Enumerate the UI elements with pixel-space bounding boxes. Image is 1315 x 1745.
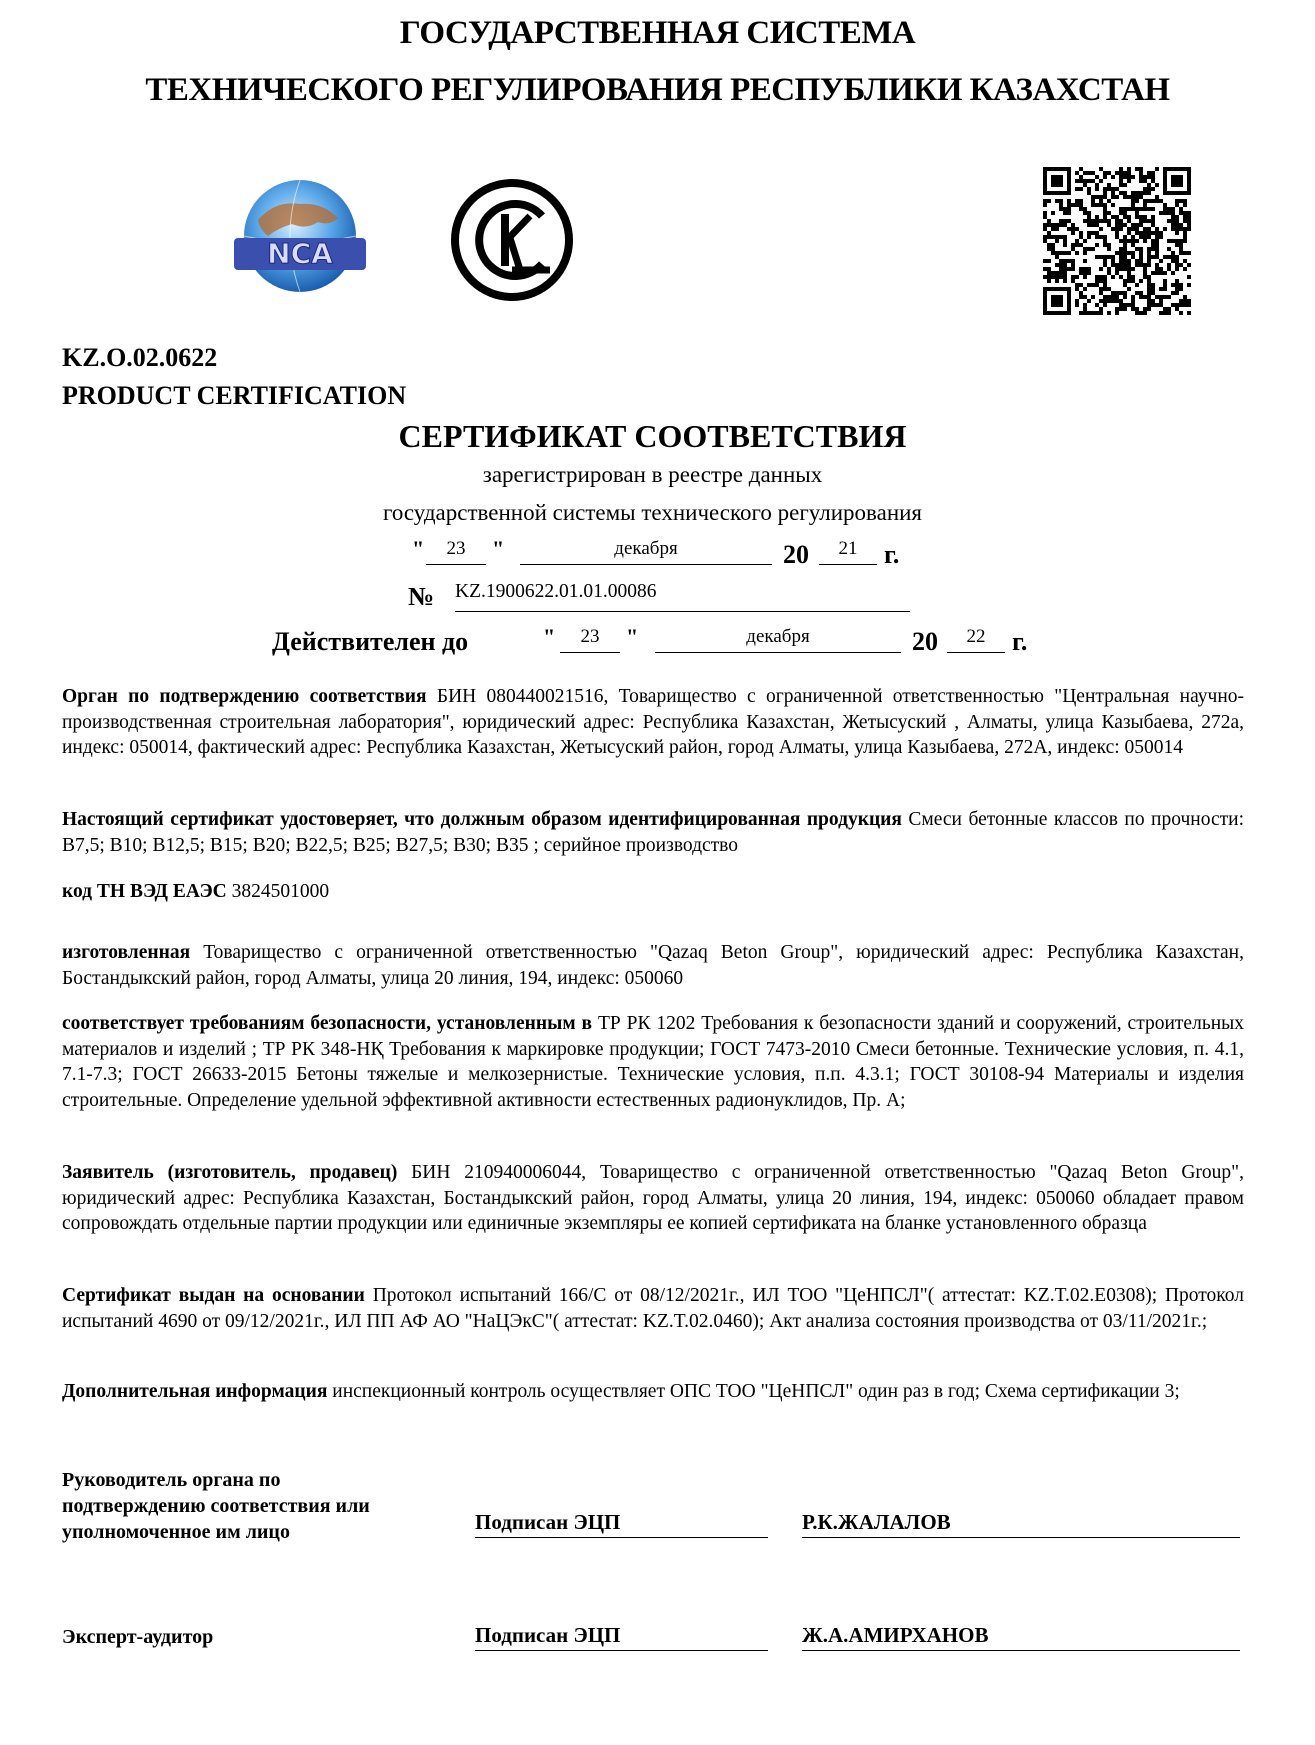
valid-century: 20 bbox=[912, 627, 938, 656]
manufacturer-label: изготовленная bbox=[62, 942, 191, 963]
date-quote-close: " bbox=[492, 536, 505, 561]
head-label-line-3: уполномоченное им лицо bbox=[62, 1521, 290, 1543]
expert-auditor-name: Ж.А.АМИРХАНОВ bbox=[802, 1623, 1240, 1651]
applicant-paragraph bbox=[62, 1160, 1244, 1237]
kz-conformity-mark-icon bbox=[450, 178, 574, 302]
product-label: Настоящий сертификат удостоверяет, что должным образом идентифицированная продукция bbox=[62, 809, 902, 830]
basis-text: Протокол испытаний 166/С от 08/12/2021г., ИЛ ТОО "ЦеНПСЛ"( аттестат: KZ.T.02.E0308); Протокол испытаний 4690 от 09/12/2021г., ИЛ ПП АФ АО "НаЦЭкС"( аттестат: KZ.T.02.0460); Акт анализа состояния производства от 03/11/2021г.; bbox=[62, 1285, 1244, 1332]
basis-label: Сертификат выдан на основании bbox=[62, 1285, 365, 1306]
product-certification-label: PRODUCT CERTIFICATION bbox=[62, 381, 407, 410]
head-signatory-name: Р.К.ЖАЛАЛОВ bbox=[802, 1510, 1240, 1538]
header-line-1: ГОСУДАРСТВЕННАЯ СИСТЕМА bbox=[399, 15, 916, 51]
organ-paragraph bbox=[62, 684, 1244, 761]
head-label-line-2: подтверждению соответствия или bbox=[62, 1495, 370, 1517]
head-signed-ecp: Подписан ЭЦП bbox=[475, 1510, 768, 1538]
extra-info-text: инспекционный контроль осуществляет ОПС ТОО "ЦеНПСЛ" один раз в год; Схема сертификации 3; bbox=[327, 1381, 1180, 1402]
requirements-label: соответствует требованиям безопасности, установленным в bbox=[62, 1013, 593, 1034]
organ-label: Орган по подтверждению соответствия bbox=[62, 686, 427, 707]
registered-year-suffix: г. bbox=[884, 540, 900, 569]
header-line-2: ТЕХНИЧЕСКОГО РЕГУЛИРОВАНИЯ РЕСПУБЛИКИ КАЗАХСТАН bbox=[145, 72, 1170, 108]
applicant-text: БИН 210940006044, Товарищество с ограниченной ответственностью "Qazaq Beton Group", юридический адрес: Республика Казахстан, Бостандыкский район, город Алматы, улица 20 линия, 194, индекс: 050060 обладает правом сопровождать отдельные партии продукции или единичные экземпляры ее копией сертификата на бланке установленного образца bbox=[62, 1162, 1244, 1234]
number-label: № bbox=[408, 582, 435, 611]
extra-info-paragraph bbox=[62, 1379, 1244, 1405]
head-signatory-label bbox=[62, 1467, 370, 1545]
valid-year: 22 bbox=[947, 626, 1005, 653]
registry-subtitle-2: государственной системы технического регулирования bbox=[382, 500, 923, 525]
product-text: Смеси бетонные классов по прочности: В7,5; В10; В12,5; В15; В20; В22,5; В25; В27,5; В30; В35 ; серийное производство bbox=[62, 809, 1244, 856]
requirements-paragraph bbox=[62, 1011, 1244, 1113]
certificate-title: СЕРТИФИКАТ СООТВЕТСТВИЯ bbox=[398, 418, 907, 454]
customs-code-paragraph bbox=[62, 879, 1244, 905]
valid-year-suffix: г. bbox=[1012, 627, 1028, 656]
head-label-line-1: Руководитель органа по bbox=[62, 1469, 281, 1491]
manufacturer-text: Товарищество с ограниченной ответственностью "Qazaq Beton Group", юридический адрес: Республика Казахстан, Бостандыкский район, город Алматы, улица 20 линия, 194, индекс: 050060 bbox=[62, 942, 1244, 989]
customs-code-label: код ТН ВЭД ЕАЭС bbox=[62, 881, 227, 902]
date-quote-open: " bbox=[412, 536, 425, 561]
registered-year: 21 bbox=[819, 538, 877, 565]
qr-code-icon bbox=[1043, 167, 1191, 315]
product-paragraph bbox=[62, 807, 1244, 858]
valid-quote-open: " bbox=[543, 624, 556, 649]
valid-until-label: Действителен до bbox=[272, 627, 469, 656]
registered-month: декабря bbox=[520, 538, 772, 565]
manufacturer-paragraph bbox=[62, 940, 1244, 991]
registry-subtitle-1: зарегистрирован в реестре данных bbox=[482, 462, 823, 487]
valid-day: 23 bbox=[560, 626, 620, 653]
valid-quote-close: " bbox=[626, 624, 639, 649]
basis-paragraph bbox=[62, 1283, 1244, 1334]
certification-body-code: KZ.O.02.0622 bbox=[62, 343, 218, 372]
registered-day: 23 bbox=[426, 538, 486, 565]
organ-text: БИН 080440021516, Товарищество с ограниченной ответственностью "Центральная научно-производственная строительная лаборатория", юридический адрес: Республика Казахстан, Жетысуский , Алматы, улица Казыбаева, 272а, индекс: 050014, фактический адрес: Республика Казахстан, Жетысуский район, город Алматы, улица Казыбаева, 272А, индекс: 050014 bbox=[62, 686, 1245, 758]
nca-logo bbox=[230, 178, 370, 298]
registered-century: 20 bbox=[783, 540, 809, 569]
nca-logo-text: NCA bbox=[267, 237, 333, 270]
extra-info-label: Дополнительная информация bbox=[62, 1381, 328, 1402]
applicant-label: Заявитель (изготовитель, продавец) bbox=[62, 1162, 398, 1183]
requirements-text: ТР РК 1202 Требования к безопасности зданий и сооружений, строительных материалов и изделий ; ТР РК 348-НҚ Требования к маркировке продукции; ГОСТ 7473-2010 Смеси бетонные. Технические условия, п. 4.1, 7.1-7.3; ГОСТ 26633-2015 Бетоны тяжелые и мелкозернистые. Технические условия, п.п. 4.3.1; ГОСТ 30108-94 Материалы и изделия строительные. Определение удельной эффективной активности естественных радионуклидов, Пр. А; bbox=[62, 1013, 1244, 1111]
expert-auditor-label: Эксперт-аудитор bbox=[62, 1626, 214, 1648]
valid-month: декабря bbox=[655, 626, 901, 653]
expert-signed-ecp: Подписан ЭЦП bbox=[475, 1623, 768, 1651]
customs-code-text: 3824501000 bbox=[226, 881, 330, 902]
certificate-number: KZ.1900622.01.01.00086 bbox=[455, 581, 910, 612]
